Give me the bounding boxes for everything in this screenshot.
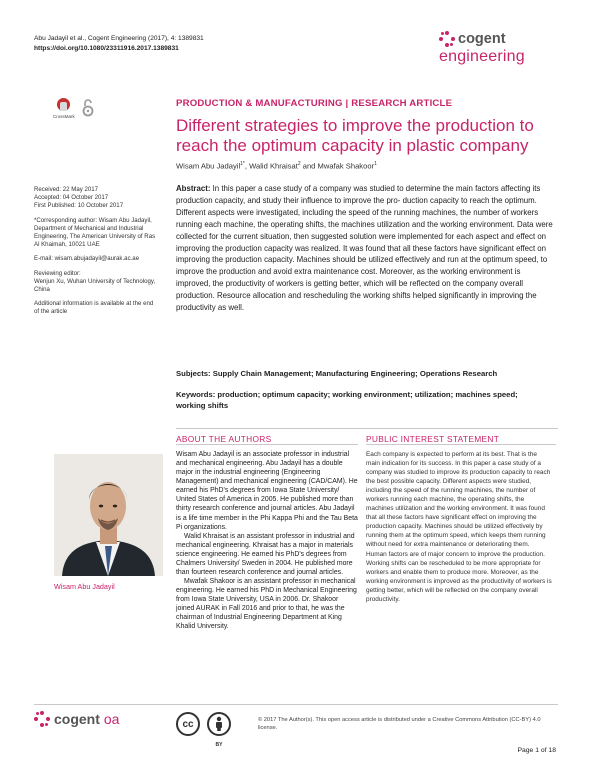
attribution-label: BY xyxy=(215,742,223,748)
public-interest-heading: PUBLIC INTEREST STATEMENT xyxy=(366,434,500,444)
cogent-dots-icon xyxy=(439,31,455,47)
author-list: Wisam Abu Jadayil$^{1*}$, Walid Khraisat$^2$ and Mwafak Shakoor$^1$ xyxy=(176,161,377,171)
public-interest-text: Each company is expected to perform at its best. That is the main indication for its success. In this paper a case study of a company was studied to improve its production capacity to reach the best possible capacity. Different aspects were studied, including the speed of the running machines, the number of workers running each machine, the operating shifts, the machines utilization and the working environment. It was found that all these factors have significant effect on improving the production capacity. Machines should be utilized effectively by running them at the optimum speed, which keeps them running without need for extra maintenance or deteriorating them. Human factors are of major concern to improve the production. Working shifts can be rescheduled to be more appropriate for workers and enable them to produce more. Moreover, as the working environment is improved as the productivity of workers is getting better, which will be reflected on the company overall productivity. xyxy=(366,451,552,603)
author-affiliation-mark: 2 xyxy=(297,161,301,167)
crossmark-icon[interactable] xyxy=(55,98,73,122)
author-affiliation-mark: 1* xyxy=(240,161,245,167)
author-name[interactable]: Wisam Abu Jadayil xyxy=(176,161,241,171)
author-bio: Wisam Abu Jadayil is an associate professor in industrial and mechanical engineering. Abu Jadayil has a double major in the industrial engineering (Engineering Management) and mechanical engineering (CAD/CAM). He earned his PhD's degrees from Iowa State University/ United States of America in 2005. He published more than thirty research conference and journal articles. Abu Jadayil is a life time member in the Phi Kappa Phi and the Tau Beta Pi organizations. xyxy=(176,451,358,531)
author-name[interactable]: Mwafak Shakoor xyxy=(317,161,375,171)
attribution-icon[interactable] xyxy=(207,712,231,746)
abstract xyxy=(176,183,554,314)
open-access-icon xyxy=(82,98,94,118)
doi-link[interactable]: https://doi.org/10.1080/23311916.2017.1389831 xyxy=(34,45,179,52)
author-bio: Mwafak Shakoor is an assistant professor in mechanical engineering. He earned his PhD in Mechanical Engineering from Iowa State University, USA in 2006. Dr. Shakoor joined AURAK in Fall 2016 and prior to that, he was the chairman of Industrial Engineering Department at King Khalid University. xyxy=(176,578,357,631)
attribution-person-icon xyxy=(207,712,231,736)
journal-brand xyxy=(439,31,569,66)
cogent-dots-icon xyxy=(34,711,50,727)
cogent-logo xyxy=(439,31,569,47)
reviewing-editor-name: Wenjun Xu, Wuhan University of Technology, China xyxy=(34,277,156,294)
creative-commons-icon[interactable] xyxy=(176,712,200,736)
about-authors-body xyxy=(176,450,358,632)
article-metadata xyxy=(34,186,158,323)
author-bio: Walid Khraisat is an assistant professor in industrial and mechanical engineering. Khraisat has a major in materials science engineering. He earned his PhD's degrees from Chalmers University/ Sweden in 2004. He published more than fourteen research conference and journal articles. xyxy=(176,532,355,577)
page-number: Page 1 of 18 xyxy=(517,747,556,754)
corresponding-author: *Corresponding author: Wisam Abu Jadayil, Department of Mechanical and Industrial Engineering, The American University of Ras Al Khaimah, 10021 UAE xyxy=(34,216,156,249)
article-category: PRODUCTION & MANUFACTURING | RESEARCH ARTICLE xyxy=(176,98,453,109)
photo-caption: Wisam Abu Jadayil xyxy=(54,582,115,591)
cc-badge-text: cc xyxy=(182,718,194,730)
about-heading-rule xyxy=(176,444,358,445)
abstract-label: Abstract: xyxy=(176,184,211,193)
citation-header xyxy=(34,34,204,54)
crossmark-label: CrossMark xyxy=(53,114,75,119)
published-date: First Published: 10 October 2017 xyxy=(34,202,124,210)
additional-info: Additional information is available at the end of the article xyxy=(34,300,154,316)
cogent-oa-logo[interactable] xyxy=(34,711,119,727)
author-affiliation-mark: 1 xyxy=(374,161,377,167)
public-heading-rule xyxy=(366,444,556,445)
about-authors-heading: ABOUT THE AUTHORS xyxy=(176,434,272,444)
article-title: Different strategies to improve the production to reach the optimum capacity in plastic company xyxy=(176,116,534,155)
received-date: Received: 22 May 2017 xyxy=(34,186,99,193)
subjects: Subjects: Supply Chain Management; Manufacturing Engineering; Operations Research xyxy=(176,369,498,378)
author-conjunction: and xyxy=(302,161,316,171)
cogent-logo-text: cogent xyxy=(458,31,506,47)
footer-logo-suffix: oa xyxy=(103,711,120,727)
author-photo-illustration xyxy=(54,454,163,576)
keywords: Keywords: production; optimum capacity; working environment; utilization; machines speed; working shifts xyxy=(176,390,518,410)
author-name[interactable]: Walid Khraisat xyxy=(249,161,298,171)
journal-name: engineering xyxy=(439,48,525,65)
author-email[interactable]: E-mail: wisam.abujadayil@aurak.ac.ae xyxy=(34,255,140,263)
accepted-date: Accepted: 04 October 2017 xyxy=(34,194,109,202)
article-badges xyxy=(55,98,94,122)
license-text: © 2017 The Author(s). This open access article is distributed under a Creative Commons Attribution (CC-BY) 4.0 license. xyxy=(258,717,541,732)
section-divider xyxy=(176,428,558,429)
author-photo xyxy=(54,454,163,576)
reviewing-editor-label: Reviewing editor: xyxy=(34,269,81,277)
footer-divider xyxy=(34,704,558,705)
footer-logo-text: cogent xyxy=(54,711,100,727)
abstract-text: In this paper a case study of a company was studied to determine the main factors affecting its production capacity, and study their influence to improve the pro- duction capacity to reach the optimum. Different aspects were investigated, including the speed of the running machines, the number of workers running each machine, the operating shifts, the machines utilization and the working environment. Data were collected for the current situation, then suggested solution were implemented for each aspect and effect on improving the production capacity was realized. It was found that all these factors have significant effect on improving the production capacity. Machines should be utilized effectively and run at the optimum speed, to improve the production and avoid extra maintenance cost. Moreover, as the working environment is improved, the productivity of workers is getting better, which will be reflected on the company overall production. Resource allocation and rescheduling the working shifts helped significantly in improving the productivity as well. xyxy=(176,184,553,313)
citation-text: Abu Jadayil et al., Cogent Engineering (2017), 4: 1389831 xyxy=(34,35,204,42)
